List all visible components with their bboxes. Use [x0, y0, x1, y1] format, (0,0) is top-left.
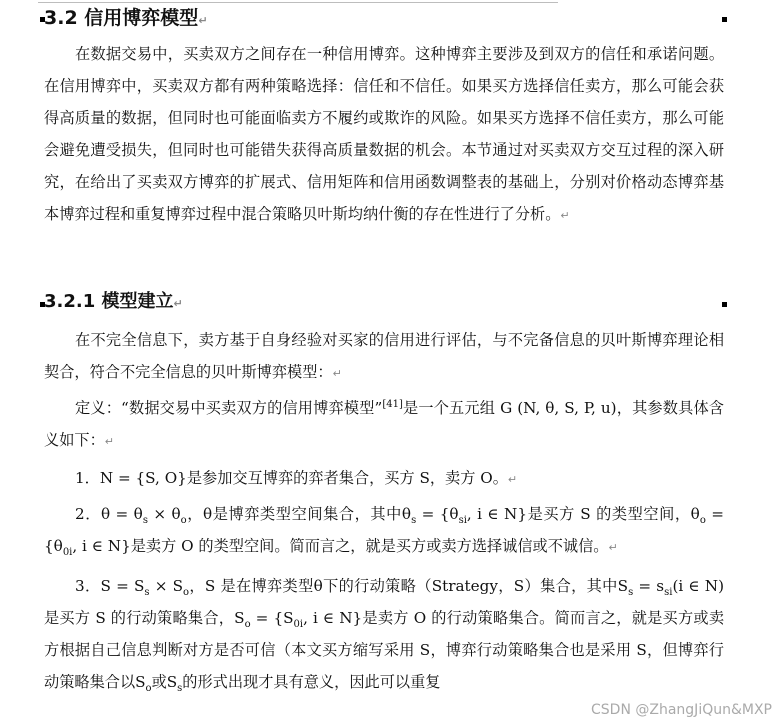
paragraph-mark: ↵ — [198, 14, 208, 27]
item-3: 3．$S = S_s \times S_o$，S 是在博弈类型θ下的行动策略（Strategy，S）集合，其中$S_s = s_{si}(i$ ∈ N)是买方 S 的行动策略集合，$S_o = \{S_{0i}$, i ∈ N}是卖方 O 的行动策略集合。简而言之，就是买方或卖方根据自己信息判断对方是否可信（本文买方缩写采用 S，博弈行动策略集合也是采用 S，但博弈行动策略集合以$S_o$或$S_s$的形式出现才具有意义，因此可以重复 — [44, 577, 725, 695]
format-mark — [722, 302, 727, 307]
intro-paragraph: 在数据交易中，买卖双方之间存在一种信用博弈。这种博弈主要涉及到双方的信任和承诺问题。在信用博弈中，买卖双方都有两种策略选择：信任和不信任。如果买方选择信任卖方，那么可能会获得高质量的数据，但同时也可能面临卖方不履约或欺诈的风险。如果买方选择不信任卖方，那么可能会避免遭受损失，但同时也可能错失获得高质量数据的机会。本节通过对买卖双方交互过程的深入研究，在给出了买卖双方博弈的扩展式、信用矩阵和信用函数调整表的基础上，分别对价格动态博弈基本博弈过程和重复博弈过程中混合策略贝叶斯均纳什衡的存在性进行了分析。↵ — [44, 45, 724, 223]
item-1: 1．N = {S, O}是参加交互博弈的弈者集合，买方 S，卖方 O。↵ — [75, 469, 518, 487]
paragraph-mark: ↵ — [104, 435, 114, 448]
watermark: CSDN @ZhangJiQun&MXP — [591, 702, 772, 718]
paragraph-mark: ↵ — [332, 367, 342, 380]
model-intro-paragraph: 在不完全信息下，卖方基于自身经验对买家的信用进行评估，与不完备信息的贝叶斯博弈理论相契合，符合不完全信息的贝叶斯博弈模型：↵ — [44, 331, 724, 381]
section-title: 信用博弈模型 — [84, 7, 199, 29]
format-mark — [722, 17, 727, 22]
paragraph-mark: ↵ — [560, 209, 570, 222]
paragraph-mark: ↵ — [608, 541, 618, 554]
section-heading — [44, 4, 208, 35]
definition-paragraph: 定义：“数据交易中买卖双方的信用博弈模型”[41]是一个五元组 G (N, θ, S, P, u)，其参数具体含义如下：↵ — [44, 398, 724, 449]
subsection-title: 模型建立 — [101, 291, 174, 312]
citation: [41] — [382, 398, 403, 410]
paragraph-mark: ↵ — [173, 297, 183, 310]
subsection-heading — [44, 288, 183, 318]
item-2: 2．$\theta = \theta_s \times \theta_o$，θ是博弈类型空间集合，其中$\theta_s = \{\theta_{si}$, i ∈ N}是买方 S 的类型空间，$\theta_o = \{\theta_{0i}$, i ∈ N}是卖方 O 的类型空间。简而言之，就是买方或卖方选择诚信或不诚信。↵ — [44, 505, 724, 559]
paragraph-mark: ↵ — [507, 473, 518, 486]
section-number: 3.2 — [44, 7, 78, 29]
header-rule — [38, 2, 558, 3]
subsection-number: 3.2.1 — [44, 291, 96, 312]
